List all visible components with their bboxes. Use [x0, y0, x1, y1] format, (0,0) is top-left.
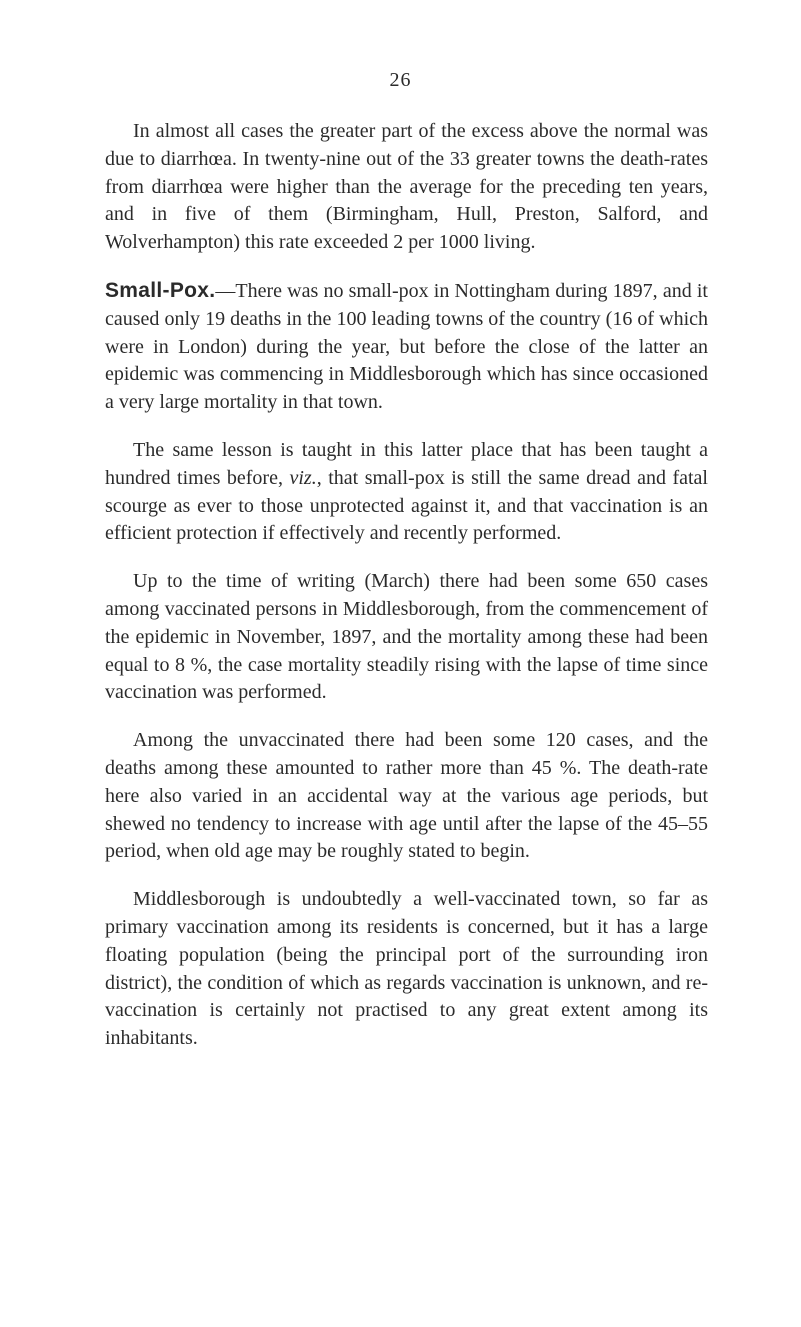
page-number: 26	[389, 69, 412, 91]
paragraph-text: , that small-pox is still the same dread and fatal scourge as ever to those unprotected against it, and that vaccination is an efficient protection if effectively and recently performed.	[105, 466, 708, 545]
paragraph-small-pox	[105, 277, 708, 417]
paragraph-lesson	[105, 437, 708, 548]
paragraph-text: Middlesborough is undoubtedly a well-vaccinated town, so far as primary vaccination among its residents is concerned, but it has a large floating population (being the principal port of the surrounding iron district), the condition of which as regards vaccination is unknown, and re-vaccination is certainly not practised to any great extent among its inhabitants.	[105, 888, 708, 1050]
italic-abbreviation: viz.	[289, 466, 317, 489]
paragraph-text: Among the unvaccinated there had been some 120 cases, and the deaths among these amounted to rather more than 45 %. The death-rate here also varied in an accidental way at the various age periods, but shewed no tendency to increase with age until after the lapse of the 45–55 period, when old age may be roughly stated to begin.	[105, 729, 708, 863]
paragraph-text: In almost all cases the greater part of the excess above the normal was due to diarrhœa. In twenty-nine out of the 33 greater towns the death-rates from diarrhœa were higher than the average for the preceding ten years, and in five of them (Birmingham, Hull, Preston, Salford, and Wolverhampton) this rate exceeded 2 per 1000 living.	[105, 120, 708, 254]
paragraph-text: The same lesson is taught in this latter place that has been taught a hundred times before,	[105, 438, 708, 489]
section-heading-small-pox: Small-Pox.	[105, 278, 216, 302]
paragraph-vaccinated-cases	[105, 568, 708, 707]
paragraph-text: Up to the time of writing (March) there had been some 650 cases among vaccinated persons in Middlesborough, from the commencement of the epidemic in November, 1897, and the mortality among these had been equal to 8 %, the case mortality steadily rising with the lapse of time since vaccination was performed.	[105, 570, 708, 704]
paragraph-middlesborough	[105, 886, 708, 1053]
body-text	[105, 118, 708, 1053]
paragraph-unvaccinated-cases	[105, 727, 708, 866]
paragraph-text: —There was no small-pox in Nottingham during 1897, and it caused only 19 deaths in the 100 leading towns of the country (16 of which were in London) during the year, but before the close of the latter an epidemic was commencing in Middlesborough which has since occasioned a very large mortality in that town.	[105, 279, 708, 414]
paragraph-diarrhoea	[105, 118, 708, 257]
